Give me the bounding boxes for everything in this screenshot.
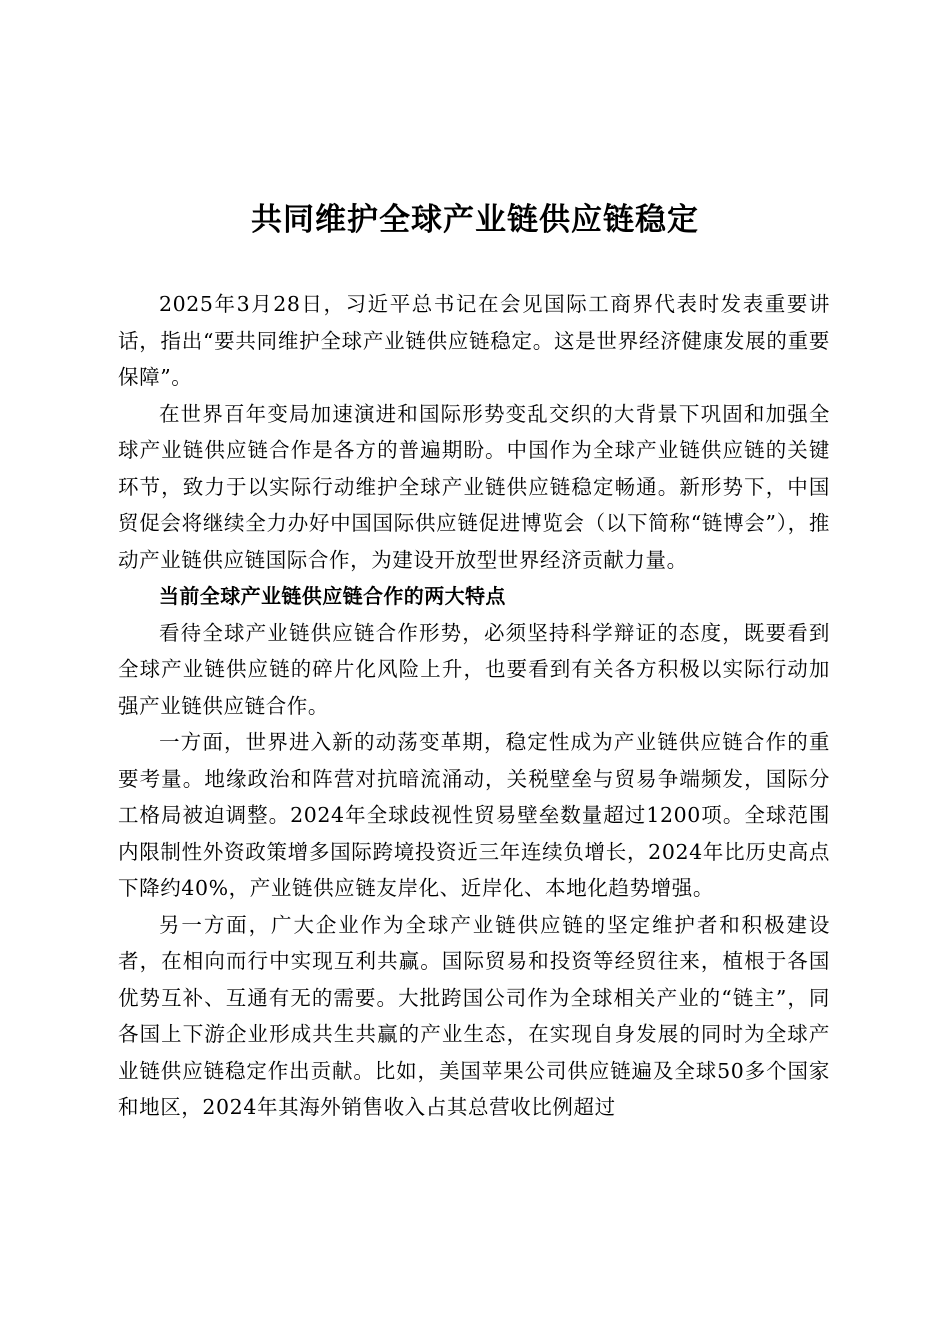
paragraph-one-hand: 一方面，世界进入新的动荡变革期，稳定性成为产业链供应链合作的重要考量。地缘政治和阵营对抗暗流涌动，关税壁垒与贸易争端频发，国际分工格局被迫调整。2024年全球歧视性贸易壁垒数量超过1200项。全球范围内限制性外资政策增多国际跨境投资近三年连续负增长，2024年比历史高点下降约40%，产业链供应链友岸化、近岸化、本地化趋势增强。 bbox=[118, 730, 830, 900]
paragraph-attitude: 看待全球产业链供应链合作形势，必须坚持科学辩证的态度，既要看到全球产业链供应链的碎片化风险上升，也要看到有关各方积极以实际行动加强产业链供应链合作。 bbox=[118, 620, 830, 718]
section-heading: 当前全球产业链供应链合作的两大特点 bbox=[159, 584, 506, 608]
document-title: 共同维护全球产业链供应链稳定 bbox=[251, 202, 699, 238]
paragraph-intro: 2025年3月28日，习近平总书记在会见国际工商界代表时发表重要讲话，指出“要共同维护全球产业链供应链稳定。这是世界经济健康发展的重要保障”。 bbox=[118, 292, 830, 389]
paragraph-other-hand: 另一方面，广大企业作为全球产业链供应链的坚定维护者和积极建设者，在相向而行中实现互利共赢。国际贸易和投资等经贸往来，植根于各国优势互补、互通有无的需要。大批跨国公司作为全球相关产业的“链主”，同各国上下游企业形成共生共赢的产业生态，在实现自身发展的同时为全球产业链供应链稳定作出贡献。比如，美国苹果公司供应链遍及全球50多个国家和地区，2024年其海外销售收入占其总营收比例超过 bbox=[118, 912, 830, 1119]
document-body bbox=[118, 286, 830, 1126]
paragraph-background: 在世界百年变局加速演进和国际形势变乱交织的大背景下巩固和加强全球产业链供应链合作是各方的普遍期盼。中国作为全球产业链供应链的关键环节，致力于以实际行动维护全球产业链供应链稳定畅通。新形势下，中国贸促会将继续全力办好中国国际供应链促进博览会（以下简称“链博会”），推动产业链供应链国际合作，为建设开放型世界经济贡献力量。 bbox=[118, 401, 830, 572]
